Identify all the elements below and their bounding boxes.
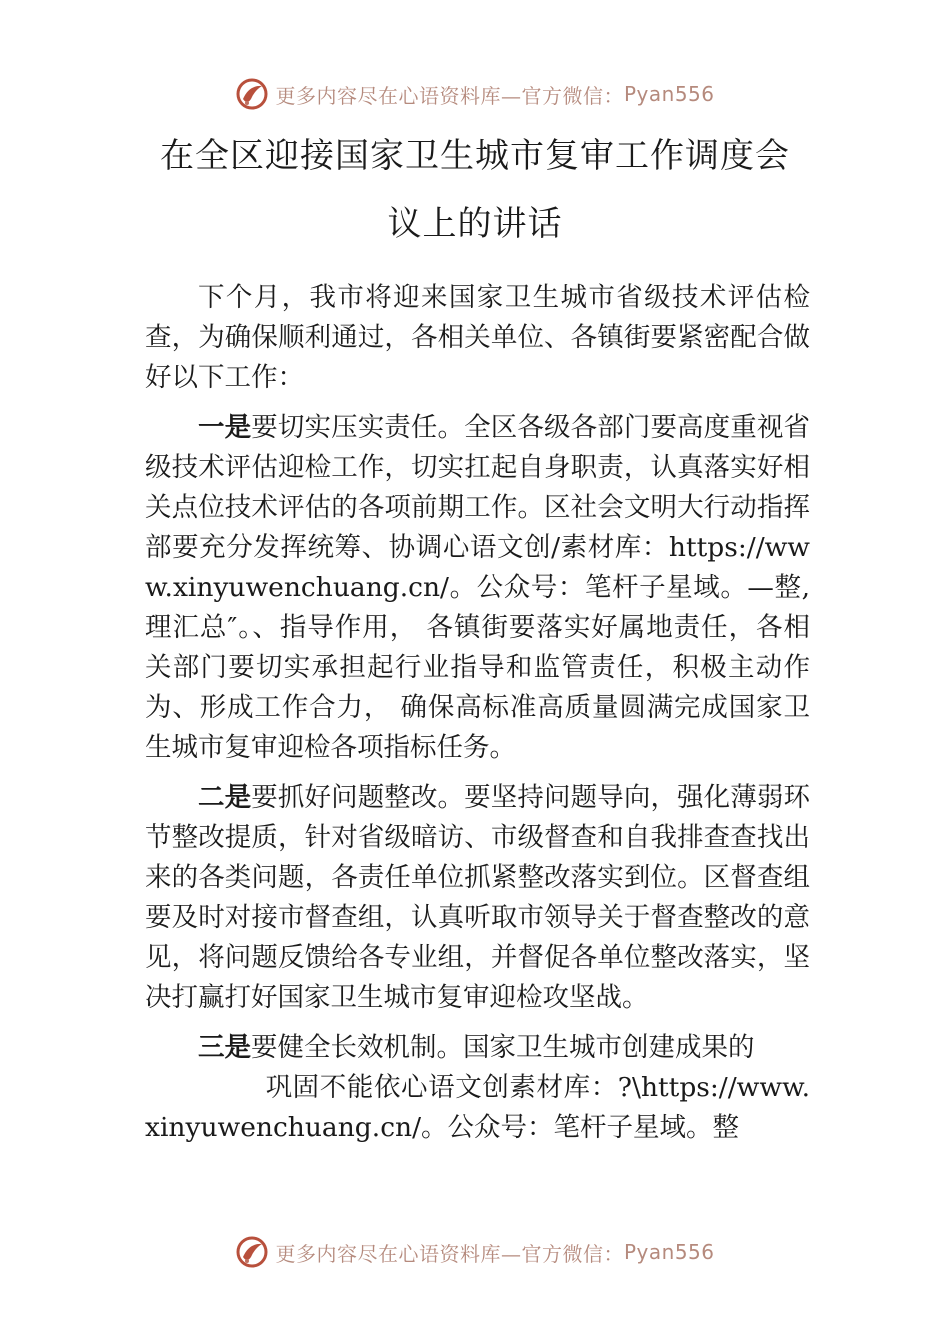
paragraph-3-lead: 三是 bbox=[198, 1032, 251, 1063]
paragraph-1-text: 要切实压实责任。全区各级各部门要高度重视省级技术评估迎检工作，切实扛起自身职责，认真落实好相关点位技术评估的各项前期工作。区社会文明大行动指挥部要充分发挥统筹、协调心语文创/素材库：https://www.xinyuwenchuang.cn/。公众号：笔杆子星域。—整,理汇总″。、指导作用， 各镇街要落实好属地责任，各相关部门要切实承担起行业指导和监管责任，积极主动作为、形成工作合力， 确保高标准高质量圆满完成国家卫生城市复审迎检各项指标任务。 bbox=[145, 412, 811, 763]
paragraph-1-lead: 一是 bbox=[198, 412, 252, 443]
watermark-wechat-id: Pyan556 bbox=[623, 1240, 715, 1264]
paragraph-3 bbox=[145, 1028, 810, 1148]
brush-logo-icon bbox=[235, 1235, 269, 1269]
watermark-text: 更多内容尽在心语资料库—官方微信： bbox=[275, 83, 624, 108]
paragraph-2 bbox=[145, 778, 810, 1018]
paragraph-2-text: 要抓好问题整改。要坚持问题导向，强化薄弱环节整改提质，针对省级暗访、市级督查和自我排查查找出来的各类问题，各责任单位抓紧整改落实到位。区督查组要及时对接市督查组，认真听取市领导关于督查整改的意见，将问题反馈给各专业组，并督促各单位整改落实，坚决打赢打好国家卫生城市复审迎检攻坚战。 bbox=[145, 782, 811, 1013]
watermark-banner-top bbox=[0, 74, 950, 114]
paragraph-1 bbox=[145, 408, 810, 768]
paragraph-3-text: 要健全长效机制。国家卫生城市创建成果的 bbox=[251, 1032, 755, 1063]
watermark-wechat-id: Pyan556 bbox=[623, 82, 715, 106]
document-body bbox=[145, 278, 810, 1148]
paragraph-3-text-continued: 巩固不能依心语文创素材库：?\https://www.xinyuwenchuang.cn/。公众号：笔杆子星域。整 bbox=[145, 1072, 810, 1143]
intro-paragraph: 下个月，我市将迎来国家卫生城市省级技术评估检查，为确保顺利通过，各相关单位、各镇街要紧密配合做好以下工作： bbox=[145, 282, 810, 393]
paragraph-2-lead: 二是 bbox=[198, 782, 252, 813]
watermark-text: 更多内容尽在心语资料库—官方微信： bbox=[275, 1241, 624, 1266]
document-title-line-1: 在全区迎接国家卫生城市复审工作调度会 bbox=[160, 136, 790, 176]
brush-logo-icon bbox=[235, 77, 269, 111]
document-title-line-2: 议上的讲话 bbox=[387, 204, 563, 244]
watermark-banner-bottom bbox=[0, 1232, 950, 1272]
